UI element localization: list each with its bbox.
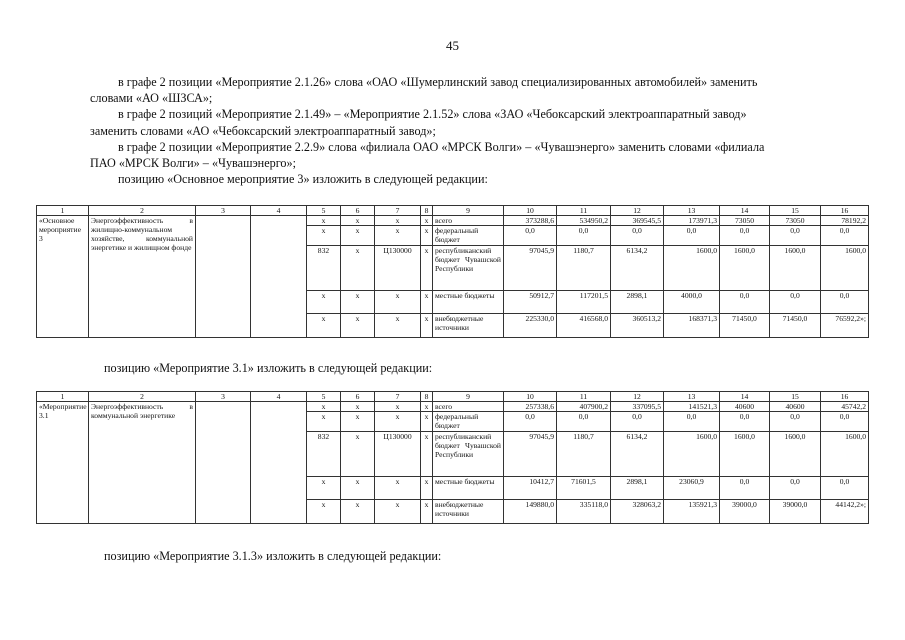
table-cell: x <box>421 500 433 524</box>
table-cell: x <box>341 432 375 477</box>
value-cell: 97045,9 <box>504 246 557 291</box>
value-cell: 0,0 <box>504 226 557 246</box>
value-cell: 0,0 <box>664 226 720 246</box>
table-cell: x <box>375 314 421 338</box>
table-cell: x <box>421 216 433 226</box>
table-cell: x <box>341 402 375 412</box>
funding-source-cell: федеральный бюджет <box>433 412 504 432</box>
value-cell: 1600,0 <box>664 246 720 291</box>
funding-source-cell: внебюджетные источники <box>433 314 504 338</box>
column-header: 2 <box>89 206 196 216</box>
table-row <box>37 402 869 412</box>
column-header: 2 <box>89 392 196 402</box>
table-cell: x <box>421 402 433 412</box>
value-cell: 6134,2 <box>611 246 664 291</box>
value-cell: 10412,7 <box>504 477 557 500</box>
empty-cell <box>196 402 251 524</box>
column-header: 11 <box>557 392 611 402</box>
value-cell: 337095,5 <box>611 402 664 412</box>
column-header: 3 <box>196 206 251 216</box>
funding-source-cell: всего <box>433 216 504 226</box>
column-header: 13 <box>664 206 720 216</box>
column-header: 8 <box>421 206 433 216</box>
value-cell: 1180,7 <box>557 432 611 477</box>
empty-cell <box>251 216 307 338</box>
value-cell: 0,0 <box>664 412 720 432</box>
value-cell: 225330,0 <box>504 314 557 338</box>
value-cell: 257338,6 <box>504 402 557 412</box>
table-cell: x <box>375 477 421 500</box>
table-header-row <box>37 392 869 402</box>
value-cell: 0,0 <box>821 412 869 432</box>
column-header: 6 <box>341 206 375 216</box>
value-cell: 0,0 <box>821 291 869 314</box>
value-cell: 71450,0 <box>720 314 770 338</box>
table-row <box>37 216 869 226</box>
table-measure-3-1 <box>36 391 869 524</box>
value-cell: 0,0 <box>557 226 611 246</box>
column-header: 13 <box>664 392 720 402</box>
table-main-measure-3 <box>36 205 869 338</box>
value-cell: 1600,0 <box>821 246 869 291</box>
value-cell: 369545,5 <box>611 216 664 226</box>
paragraph-4: позицию «Основное мероприятие 3» изложить в следующей редакции: <box>118 172 488 187</box>
table-cell: x <box>421 432 433 477</box>
value-cell: 73050 <box>720 216 770 226</box>
section-heading: позицию «Мероприятие 3.1» изложить в следующей редакции: <box>104 361 433 375</box>
table-cell: x <box>375 402 421 412</box>
table-cell: x <box>375 216 421 226</box>
table-cell: x <box>375 412 421 432</box>
value-cell: 4000,0 <box>664 291 720 314</box>
funding-source-cell: республиканский бюджет Чувашской Республики <box>433 432 504 477</box>
value-cell: 168371,3 <box>664 314 720 338</box>
column-header: 14 <box>720 206 770 216</box>
empty-cell <box>196 216 251 338</box>
column-header: 1 <box>37 392 89 402</box>
table-cell: x <box>341 291 375 314</box>
table-cell: Ц130000 <box>375 246 421 291</box>
table-cell: x <box>421 412 433 432</box>
value-cell: 328063,2 <box>611 500 664 524</box>
value-cell: 360513,2 <box>611 314 664 338</box>
paragraph-3-line-1: в графе 2 позиции «Мероприятие 2.2.9» слова «филиала ОАО «МРСК Волги» – «Чувашэнерго» заменить словами «филиала <box>118 139 765 154</box>
column-header: 5 <box>307 206 341 216</box>
funding-source-cell: федеральный бюджет <box>433 226 504 246</box>
value-cell: 117201,5 <box>557 291 611 314</box>
funding-source-cell: внебюджетные источники <box>433 500 504 524</box>
value-cell: 0,0 <box>770 291 821 314</box>
table-header-row <box>37 206 869 216</box>
table-cell: x <box>307 402 341 412</box>
table-cell: x <box>375 226 421 246</box>
value-cell: 1600,0 <box>770 246 821 291</box>
value-cell: 73050 <box>770 216 821 226</box>
table-cell: x <box>341 500 375 524</box>
table-cell: x <box>341 246 375 291</box>
table-cell: x <box>307 412 341 432</box>
measure-name-cell: «Основное мероприятие 3 <box>37 216 89 338</box>
paragraph-3-line-2: ПАО «МРСК Волги» – «Чувашэнерго»; <box>90 156 296 171</box>
column-header: 10 <box>504 206 557 216</box>
value-cell: 0,0 <box>611 226 664 246</box>
table-cell: x <box>375 291 421 314</box>
table-cell: x <box>341 412 375 432</box>
section-heading: позицию «Мероприятие 3.1.3» изложить в следующей редакции: <box>104 549 442 563</box>
value-cell: 173971,3 <box>664 216 720 226</box>
table-cell: Ц130000 <box>375 432 421 477</box>
funding-source-cell: местные бюджеты <box>433 291 504 314</box>
column-header: 12 <box>611 392 664 402</box>
column-header: 7 <box>375 206 421 216</box>
value-cell: 407900,2 <box>557 402 611 412</box>
table-cell: x <box>421 477 433 500</box>
column-header: 14 <box>720 392 770 402</box>
table-cell: x <box>421 291 433 314</box>
funding-source-cell: местные бюджеты <box>433 477 504 500</box>
value-cell: 71450,0 <box>770 314 821 338</box>
value-cell: 1600,0 <box>664 432 720 477</box>
value-cell: 45742,2 <box>821 402 869 412</box>
empty-cell <box>251 402 307 524</box>
value-cell: 141521,3 <box>664 402 720 412</box>
value-cell: 416568,0 <box>557 314 611 338</box>
value-cell: 335118,0 <box>557 500 611 524</box>
table-cell: x <box>341 216 375 226</box>
measure-name-cell: «Мероприятие 3.1 <box>37 402 89 524</box>
column-header: 8 <box>421 392 433 402</box>
value-cell: 71601,5 <box>557 477 611 500</box>
value-cell: 534950,2 <box>557 216 611 226</box>
value-cell: 2898,1 <box>611 477 664 500</box>
value-cell: 23060,9 <box>664 477 720 500</box>
value-cell: 0,0 <box>557 412 611 432</box>
column-header: 9 <box>433 392 504 402</box>
paragraph-2-line-1: в графе 2 позиций «Мероприятие 2.1.49» – «Мероприятие 2.1.52» слова «ЗАО «Чебоксарский электроаппаратный завод» <box>118 107 747 122</box>
value-cell: 0,0 <box>770 226 821 246</box>
table-cell: x <box>307 291 341 314</box>
table-cell: 832 <box>307 432 341 477</box>
value-cell: 0,0 <box>720 291 770 314</box>
table-cell: x <box>421 226 433 246</box>
column-header: 16 <box>821 206 869 216</box>
value-cell: 0,0 <box>720 226 770 246</box>
value-cell: 0,0 <box>720 412 770 432</box>
value-cell: 39000,0 <box>770 500 821 524</box>
value-cell: 0,0 <box>821 226 869 246</box>
table-cell: x <box>307 226 341 246</box>
value-cell: 50912,7 <box>504 291 557 314</box>
table-cell: x <box>421 246 433 291</box>
column-header: 11 <box>557 206 611 216</box>
paragraph-2-line-2: заменить словами «АО «Чебоксарский электроаппаратный завод»; <box>90 123 436 138</box>
funding-source-cell: республиканский бюджет Чувашской Республики <box>433 246 504 291</box>
value-cell: 76592,2»; <box>821 314 869 338</box>
value-cell: 44142,2»; <box>821 500 869 524</box>
paragraph-1-line-1: в графе 2 позиции «Мероприятие 2.1.26» слова «ОАО «Шумерлинский завод специализированных автомобилей» заменить <box>118 75 758 89</box>
value-cell: 40600 <box>770 402 821 412</box>
measure-description-cell: Энергоэффективность в жилищно-коммунальном хозяйстве, коммунальной энергетике и жилищном фонде <box>89 216 196 338</box>
value-cell: 2898,1 <box>611 291 664 314</box>
value-cell: 0,0 <box>770 412 821 432</box>
column-header: 1 <box>37 206 89 216</box>
value-cell: 6134,2 <box>611 432 664 477</box>
table-cell: x <box>341 314 375 338</box>
table-cell: x <box>421 314 433 338</box>
value-cell: 0,0 <box>611 412 664 432</box>
funding-source-cell: всего <box>433 402 504 412</box>
value-cell: 373288,6 <box>504 216 557 226</box>
column-header: 5 <box>307 392 341 402</box>
measure-description-cell: Энергоэффективность в коммунальной энергетике <box>89 402 196 524</box>
column-header: 7 <box>375 392 421 402</box>
column-header: 16 <box>821 392 869 402</box>
paragraph-1-line-2: словами «АО «ШЗСА»; <box>90 91 213 106</box>
value-cell: 0,0 <box>504 412 557 432</box>
table-cell: x <box>307 500 341 524</box>
value-cell: 1600,0 <box>720 432 770 477</box>
page-number: 45 <box>446 38 459 53</box>
value-cell: 1600,0 <box>821 432 869 477</box>
table-cell: 832 <box>307 246 341 291</box>
table-cell: x <box>341 477 375 500</box>
value-cell: 78192,2 <box>821 216 869 226</box>
value-cell: 1180,7 <box>557 246 611 291</box>
column-header: 3 <box>196 392 251 402</box>
column-header: 10 <box>504 392 557 402</box>
value-cell: 39000,0 <box>720 500 770 524</box>
column-header: 15 <box>770 206 821 216</box>
table-cell: x <box>341 226 375 246</box>
value-cell: 0,0 <box>821 477 869 500</box>
value-cell: 0,0 <box>720 477 770 500</box>
column-header: 9 <box>433 206 504 216</box>
column-header: 12 <box>611 206 664 216</box>
table-cell: x <box>307 477 341 500</box>
value-cell: 149880,0 <box>504 500 557 524</box>
table-cell: x <box>307 216 341 226</box>
table-cell: x <box>307 314 341 338</box>
value-cell: 135921,3 <box>664 500 720 524</box>
column-header: 6 <box>341 392 375 402</box>
column-header: 4 <box>251 206 307 216</box>
value-cell: 1600,0 <box>720 246 770 291</box>
table-cell: x <box>375 500 421 524</box>
column-header: 4 <box>251 392 307 402</box>
column-header: 15 <box>770 392 821 402</box>
body-text <box>90 74 850 187</box>
value-cell: 40600 <box>720 402 770 412</box>
value-cell: 0,0 <box>770 477 821 500</box>
value-cell: 97045,9 <box>504 432 557 477</box>
value-cell: 1600,0 <box>770 432 821 477</box>
